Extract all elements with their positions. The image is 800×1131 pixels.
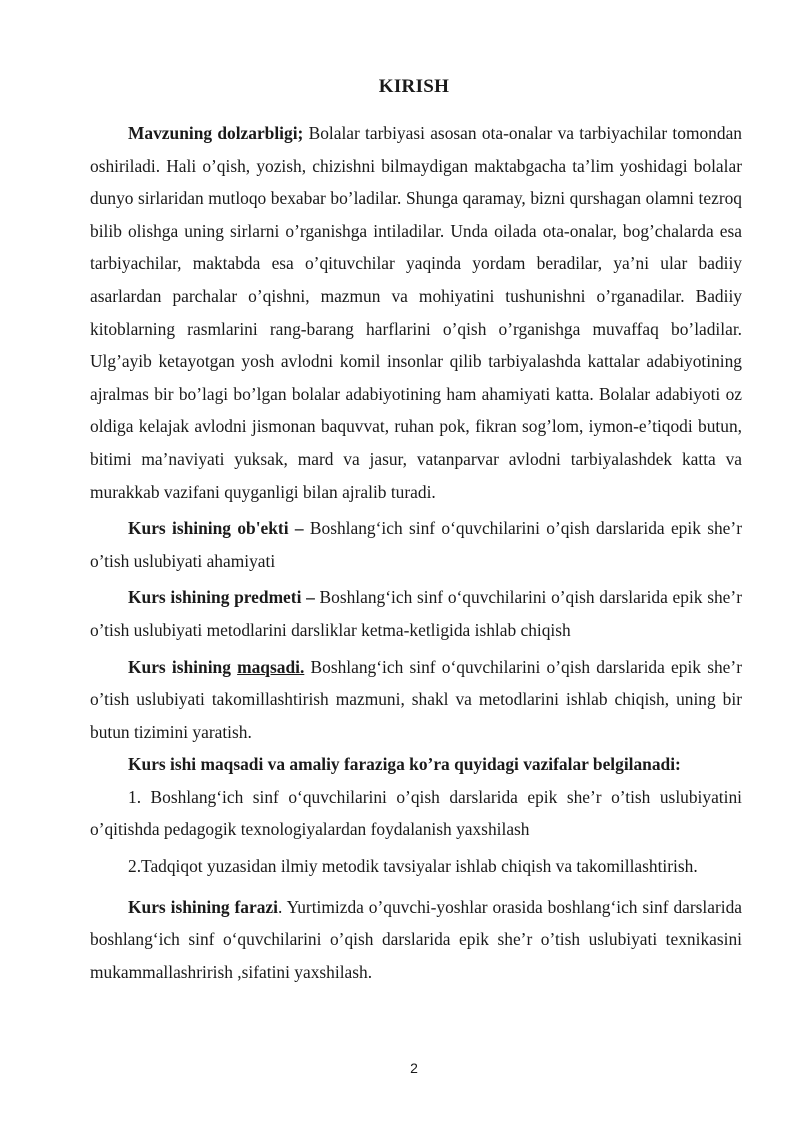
paragraph-lead: Kurs ishi maqsadi va amaliy faraziga ko’ra quyidagi vazifalar belgilanadi: — [128, 754, 681, 775]
paragraph-text: . Yurtimizda o’quvchi-yoshlar orasida boshlang‘ich sinf darslarida boshlang‘ich sinf o‘quvchilarini o’qish darslarida epik she’r o’tish uslubiyati texnikasini mukammallashrirish ,sifatini yaxshilash. — [90, 896, 742, 982]
paragraph-lead-underlined: maqsadi. — [237, 656, 305, 677]
paragraph-object — [90, 512, 742, 577]
paragraph-relevance — [90, 117, 742, 508]
paragraph-lead: Kurs ishining ob'ekti – — [128, 518, 304, 539]
paragraph-goal — [90, 651, 742, 749]
document-body — [90, 117, 742, 988]
page-title: KIRISH — [378, 76, 450, 97]
paragraph-lead: Kurs ishining predmeti – — [128, 587, 315, 608]
paragraph-text: Boshlang‘ich sinf o‘quvchilarini o’qish darslarida epik she’r o’tish uslubiyati ahamiyati — [90, 518, 742, 571]
paragraph-text: Boshlang‘ich sinf o‘quvchilarini o’qish darslarida epik she’r o’tish uslubiyati metodlarini darsliklar ketma-ketligida ishlab chiqish — [90, 587, 742, 640]
paragraph-subject — [90, 581, 742, 646]
paragraph-text: 2.Tadqiqot yuzasidan ilmiy metodik tavsiyalar ishlab chiqish va takomillashtirish. — [128, 856, 698, 877]
paragraph-lead: Kurs ishining — [128, 656, 238, 677]
paragraph-text: Boshlang‘ich sinf o‘quvchilarini o’qish darslarida epik she’r o’tish uslubiyati takomillashtirish mazmuni, shakl va metodlarini ishlab chiqish, uning bir butun tizimini yaratish. — [90, 656, 742, 742]
paragraph-tasks-heading — [90, 748, 742, 781]
paragraph-hypothesis — [90, 891, 742, 989]
paragraph-text: 1. Boshlang‘ich sinf o‘quvchilarini o’qish darslarida epik she’r o’tish uslubiyatini o’qitishda pedagogik texnologiyalardan foydalanish yaxshilash — [90, 786, 742, 840]
paragraph-text: Bolalar tarbiyasi asosan ota-onalar va tarbiyachilar tomondan oshiriladi. Hali o’qish, yozish, chizishni bilmaydigan maktabgacha ta’lim yoshidagi bolalar dunyo sirlaridan mutloqo bexabar bo’ladilar. Shunga qaramay, bizni qurshagan olamni tezroq bilib olishga uning sirlarni o’rganishga intiladilar. Unda oilada ota-onalar, bog’chalarda esa tarbiyachilar, maktabda esa o’qituvchilar yaqinda yordam beradilar, ya’ni ular badiiy asarlardan parchalar o’qishni, mazmun va mohiyatini tushunishni o’rganadilar. Badiiy kitoblarning rasmlarini rang-barang harflarini o’qish o’rganishga muvaffaq bo’ladilar. Ulg’ayib ketayotgan yosh avlodni komil insonlar qilib tarbiyalashda kattalar adabiyotining ajralmas bir bo’lagi bo’lgan bolalar adabiyotining ham ahamiyati katta. Bolalar adabiyoti oz oldiga kelajak avlodni jismonan baquvvat, ruhan pok, fikran sog’lom, iymon-e’tiqodi butun, bitimi ma’naviyati yuksak, mard va jasur, vatanparvar avlodni tarbiyalashdek katta va murakkab vazifani quyganligi bilan ajralib turadi. — [90, 123, 742, 502]
paragraph-lead: Kurs ishining farazi — [128, 896, 278, 917]
page-number: 2 — [410, 1060, 418, 1076]
paragraph-lead: Mavzuning dolzarbligi; — [128, 123, 304, 143]
task-item-1 — [90, 781, 742, 846]
task-item-2 — [90, 850, 742, 883]
